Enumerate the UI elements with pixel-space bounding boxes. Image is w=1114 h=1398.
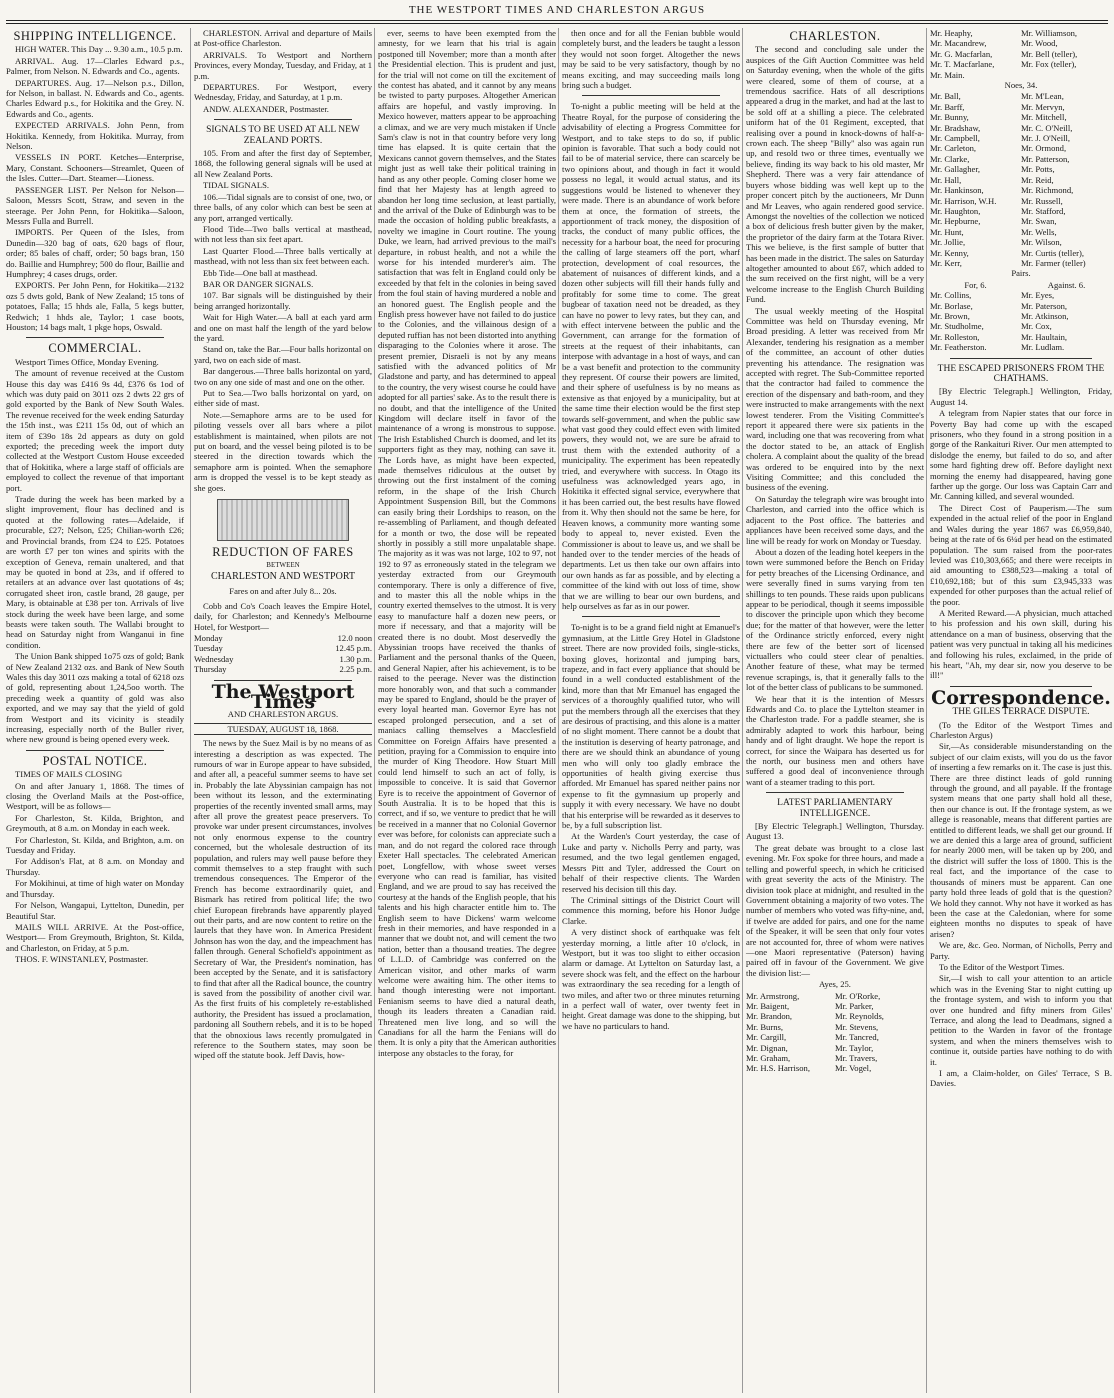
member-name: Mr. Williamson,	[1021, 28, 1078, 38]
paragraph: Put to Sea.—Two balls horizontal on yard, on either side of mast.	[194, 388, 372, 409]
paragraph: Last Quarter Flood.—Three balls vertically at masthead, with not less than six feet between each.	[194, 245, 372, 267]
paragraph: On Saturday the telegraph wire was brought into Charleston, and carried into the office which is adjacent to the Post office. The batteries and appliances have been received some days, and the line will be ready for work on Monday or Tuesday.	[746, 493, 924, 546]
member-name: Mr. Macandrew,	[930, 38, 987, 49]
schedule-day: Wednesday	[194, 653, 234, 664]
member-name: Mr. Paterson,	[1021, 300, 1068, 311]
shipping-text	[6, 44, 184, 332]
paragraph: BAR OR DANGER SIGNALS.	[203, 278, 314, 289]
paper-title: The Westport Times	[211, 680, 355, 713]
paragraph: DEPARTURES. For Westport, every Wednesday, Friday, and Saturday, at 1 p.m.	[194, 82, 372, 103]
member-name: Mr. Burns,	[746, 1021, 784, 1032]
coach-schedule	[194, 633, 372, 675]
member-name: Mr. Rolleston,	[930, 331, 980, 342]
paragraph: On and after January 1, 1868. The times of closing the Overland Mails at the Post-office, Westport, will be as follows—	[6, 780, 184, 812]
member-name: Mr. Potts,	[1021, 164, 1055, 175]
member-name: Mr. Main.	[930, 69, 965, 80]
divider	[26, 750, 164, 751]
paragraph: HIGH WATER. This Day ... 9.30 a.m., 10.5 p.m.	[15, 44, 183, 55]
paragraph: To the Editor of the Westport Times.	[939, 961, 1065, 972]
paragraph: ANDW. ALEXANDER, Postmaster.	[203, 103, 329, 114]
paragraph: Sir,—As considerable misunderstanding on the subject of our claim exists, will you do us the favor of inserting a few remarks on it. The case is just this. There are three distinct leads of gold running through the ground, and all payable. If the frontage system means that one party shall hold all these, then our chance is out. If the frontage system, as we allege is reasonable, means that different parties are entitled to different leads, we shall get our ground. If we are denied this a large area of ground, sufficient for nearly 2000 men, will be taken up by 200, and the district will suffer the loss of 1800. This is the real fact, and the importance of the case to thousands of miners must be apparent. Can one party hold three leads of gold that is the question? We hold they cannot. Why not have it worked as has been the case at the Caledonian, where for some eighteen months no disputes to speak of have arisen?	[930, 741, 1112, 939]
paragraph: The second and concluding sale under the auspices of the Gift Auction Committee was held on Saturday evening, when the whole of the gifts were cleared, some of them of course, at a tremendous sacrifice. Hats of all descriptions appeared a drug in the market, and had at the last to be sold off at a shilling a piece. The celebrated uniform hat of the 01 Regiment, excepted, that realising over a pound in knock-downs of half-a-crown each. The sheep "Billy" also was again run up, and resold two or three times, eventually we believe, finding its way back to his old master, Mr Shepherd. There was a very fair attendance of buyers whose bidding was well kept up to the proper concert pitch by the auctioneers, Mr Dunn and Mr Leaves, who again rendered good service. Amongst the novelties of the collection we noticed a box of delicious fresh butter given by the maker, the proprietor of the dairy farm at the Totara River. This we believe, is the first sample of butter that has been made in the district. The sales on Saturday altogether amounted to about £67, which added to the sum received on the first night, will be a very welcome increase to the English Church Building Fund.	[746, 44, 924, 305]
divider	[26, 337, 164, 338]
signals-text	[194, 148, 372, 493]
schedule-row	[194, 654, 372, 664]
member-name: Mr. Studholme,	[930, 321, 984, 332]
ayes-label: Ayes, 25.	[819, 979, 851, 990]
paragraph: The news by the Suez Mail is by no means of as interesting a description as was expected. The rumours of war in Europe appear to have subsided, and after all, a peaceful summer seems to have set in. Probably the late Abyssinian campaign has not been without its lesson, and the exterminating properties of the recently invented small arms, may after all prove the greatest peace preservers. To provoke war under present circumstances, involves not only enormous expense to the country concerned, but the wholesale destruction of its population, and rulers may well pause before they commit themselves to a step fraught with such tremendous consequences. The Emperor of the French has become extraordinarily quiet, and Bismark has retired from political life; the two chief European firebrands have apparently played out their parts, and are now content to retire on the laurels that they have won. In America President Johnson has won the day, and the impeachment has fallen through. General Schofield's appointment as Secretary of War, the President's nomination, has been accepted by the Senate, and it is satisfactory to find that after all the Radical bounce, the country is saved from the possibility of another civil war. As the first fruits of his completely re-established authority, the President has issued a proclamation, pardoning all Southern rebels, and it is to be hoped that the obnoxious laws recently promulgated in reference to the Southern states, may soon be wiped off the statute book. Jeff Davis, how-	[194, 738, 372, 1061]
pairs-list	[930, 290, 1112, 352]
paragraph: (To the Editor of the Westport Times and Charleston Argus)	[930, 719, 1112, 740]
editorial-continued	[378, 28, 556, 1058]
dispute-heading: THE GILES TERRACE DISPUTE.	[952, 707, 1090, 718]
member-name: Mr. J. O'Neill,	[1021, 133, 1071, 144]
paragraph: For Mokihinui, at time of high water on Monday and Thursday.	[6, 878, 184, 899]
member-name: Mr. Heaphy,	[930, 28, 973, 38]
paragraph: The Direct Cost of Pauperism.—The sum expended in the actual relief of the poor in England and Wales during the year 1867 was £6,959,840, being at the rate of 6s 6¼d per head on the estimated population. The sum raised from the poor-rates levied was £10,303,665; and there were receipts in aid amounting to £388,523—making a total of £10,692,188; but of this sum £3,945,333 was expended for other purposes than the actual relief of the poor.	[930, 502, 1112, 607]
paragraph: To-night is to be a grand field night at Emanuel's gymnasium, at the Little Grey Hotel in Gladstone street. There are now provided foils, single-sticks, boxing gloves, horizontal and jumping bars, trapeze, and in fact every appliance that should be found in a well conducted establishment of the kind, more than that Mr Emanuel has engaged the services of a thoroughly qualified tutor, who will put the members through all the exercises that they are desirous of practising, and this alone is a matter of no slight moment. There cannot be a doubt that the institution is deserving of hearty patronage, and there are we should think an abundance of young men who will only too gladly embrace the opportunities of health giving exercise thus afforded. Mr Emanuel has spared neither pains nor expense to fit the gymnasium up properly and supply it with every necessary. We have no doubt that his enterprise will be rewarded as it deserves to be, by a full subscription list.	[562, 622, 740, 831]
paragraph: [By Electric Telegraph.] Wellington, Thursday. August 13.	[746, 821, 924, 842]
schedule-row	[194, 643, 372, 653]
member-name: Mr. Gallagher,	[930, 164, 981, 175]
member-name: Mr. Russell,	[1021, 195, 1063, 206]
paragraph: EXPORTS. Per John Penn, for Hokitika—2132 ozs 5 dwts gold, Bank of New Zealand; 15 tons of potatoes, Falla; 15 hhds ale, Falla, 5 kegs butter, Redwich; 1 hhds ale, Taylor; 1 case boots, Houston; 14 bags malt, 1 pkge hops, Oswald.	[6, 280, 184, 332]
paragraph: Sir,—I wish to call your attention to an article which was in the Evening Star to night cutting up the frontage system, and wish to inform you that over one hundred and fifty miners from Giles' Terrace, and along the lead to Deadmans, signed a petition to the Warden in favor of the frontage system, and when the miners themselves wish to continue it, outside parties have nothing to do with it.	[930, 973, 1112, 1067]
progress-committee-text	[562, 101, 740, 611]
member-name: Mr. Richmond,	[1021, 185, 1074, 196]
member-name: Mr. Bunny,	[930, 112, 969, 123]
member-name: Mr. Wells,	[1021, 226, 1057, 237]
schedule-day: Thursday	[194, 664, 227, 675]
ayes-list	[746, 991, 924, 1074]
member-name: Mr. Reynolds,	[835, 1011, 884, 1022]
paragraph: We are, &c. Geo. Norman, of Nicholls, Perry and Party.	[930, 940, 1112, 961]
pairs-for: For, 6.	[964, 279, 987, 290]
member-name: Mr. Jollie,	[930, 237, 966, 248]
paragraph: Ebb Tide—One ball at masthead.	[203, 267, 318, 278]
schedule-day: Monday	[194, 632, 223, 643]
member-name: Mr. Vogel,	[835, 1063, 872, 1074]
member-name: Mr. T. Macfarlane,	[930, 59, 995, 70]
postal-text	[6, 769, 184, 964]
paragraph: THOS. F. WINSTANLEY, Postmaster.	[15, 954, 149, 965]
member-name: Mr. Clarke,	[930, 153, 970, 164]
member-name: Mr. Fox (teller),	[1021, 59, 1077, 70]
paragraph: For Charleston, St. Kilda, and Brighton, a.m. on Tuesday and Friday.	[6, 834, 184, 856]
shipping-heading: SHIPPING INTELLIGENCE.	[13, 29, 177, 43]
paragraph: A telegram from Napier states that our force in Poverty Bay had come up with the escaped prisoners, who they found in a strong position in a gorge of the Rankaituri River. Our men attempted to dislodge the enemy, but failed to do so, and after some hard fighting drew off. Before daylight next morning the enemy had disappeared, having gone farther up the gorge. Our loss was Captain Carr and Mr. Canning killed, and several wounded.	[930, 408, 1112, 502]
pairs-label: Pairs.	[1011, 268, 1031, 279]
member-name: Mr. Tancred,	[835, 1032, 879, 1043]
paragraph: Flood Tide—Two balls vertical at masthead, with not less than six feet apart.	[194, 223, 372, 245]
member-name: Mr. Armstrong,	[746, 990, 800, 1001]
paragraph: EXPECTED ARRIVALS. John Penn, from Hokitika. Kennedy, from Hokitika. Murray, from Nelson.	[6, 120, 184, 152]
divider	[582, 616, 720, 617]
paragraph: 107. Bar signals will be distinguished by their being arranged horizontally.	[194, 290, 372, 311]
editorial-end	[562, 28, 740, 90]
paragraph: Bar dangerous.—Three balls horizontal on yard, two on any one side of mast and one on the other.	[194, 366, 372, 387]
ad-between: BETWEEN	[266, 561, 300, 570]
paragraph: The great debate was brought to a close last evening. Mr. Fox spoke for three hours, and made a telling and powerful speech, in which he criticised with great severity the acts of the Ministry. The division took place at midnight, and resulted in the Government obtaining a majority of two votes. The number of members who voted was fifty-nine, and, if twelve are added for pairs, and one for the name of the Speaker, it will be seen that only four votes are not accounted for, three of whom were natives—one Maori representative (Paterson) having paired off in favour of the Government. We give the division list:—	[746, 842, 924, 978]
paragraph: For Charleston, St. Kilda, Brighton, and Greymouth, at 8 a.m. on Monday in each week.	[6, 812, 184, 834]
member-name: Mr. Parker,	[835, 1000, 874, 1011]
member-name	[1021, 70, 1112, 80]
noes-label: Noes, 34.	[1004, 80, 1038, 91]
paragraph: 105. From and after the first day of September, 1868, the following general signals will be used at all New Zealand Ports.	[194, 148, 372, 179]
member-name: Mr. Haultain,	[1021, 331, 1068, 342]
paragraph: TIMES OF MAILS CLOSING	[15, 769, 123, 780]
member-name: Mr. Curtis (teller),	[1021, 247, 1085, 258]
member-name: Mr. Mitchell,	[1021, 112, 1067, 123]
paragraph: 106.—Tidal signals are to consist of one, two, or three balls, of any color which can best be seen at any port, arranged vertically.	[194, 191, 372, 223]
member-name: Mr. Hall,	[930, 174, 962, 185]
paragraph: PASSENGER LIST. Per Nelson for Nelson—Saloon, Messrs Scott, Straw, and seven in the steerage. Per John Penn, for Hokitika—Saloon, Messrs Fulla and Burrell.	[6, 184, 184, 226]
paragraph: then once and for all the Fenian bubble would completely burst, and the leaders be taught a lesson they would not soon forget. Altogether the news may be said to be very satisfactory, though by no means exciting, and may succeeding mails long bring such a budget.	[562, 28, 740, 91]
paragraph: For Nelson, Wangapui, Lyttelton, Dunedin, per Beautiful Star.	[6, 900, 184, 921]
member-name: Mr. Collins,	[930, 290, 972, 301]
paragraph: For Addison's Flat, at 8 a.m. on Monday and Thursday.	[6, 856, 184, 877]
paragraph: A Merited Reward.—A physician, much attached to his profession and his own skill, during his attendance on a man of business, observing that the patient was very punctual in taking all his medicines and following his rules, exclaimed, in the pride of his heart, "Ah, my dear sir, now you deserve to be ill!"	[930, 607, 1112, 681]
mails-text	[194, 28, 372, 114]
member-name: Mr. Bell (teller),	[1021, 48, 1078, 59]
member-name: Mr. O'Rorke,	[835, 990, 881, 1001]
commercial-text	[6, 357, 184, 745]
column-1	[6, 28, 184, 1393]
member-name: Mr. C. O'Neill,	[1021, 122, 1073, 133]
schedule-time: 12.0 noon	[337, 632, 372, 643]
header-rule	[6, 20, 1108, 24]
member-name: Mr. Cox,	[1021, 321, 1052, 332]
member-name: Mr. Baigent,	[746, 1000, 790, 1011]
paragraph: We hear that it is the intention of Messrs Edwards and Co. to place the Lyttelton steamer in the Charleston trade. For a paddle steamer, she is admirably adapted to work this harbour, being handy and of light draught. We hope the report is correct, for since the Waipara has deserted us for the north, our business men and others have suffered a good deal of inconvenience through want of a steamer trading to this port.	[746, 693, 924, 787]
member-name: Mr. Harrison, W.H.	[930, 195, 997, 206]
paragraph: The Criminal sittings of the District Court will commence this morning, before his Honor Judge Clarke.	[562, 894, 740, 926]
paragraph: About a dozen of the leading hotel keepers in the town were summoned before the Bench on Friday for petty breaches of the Licensing Ordinance, and were severally fined in sums varying from ten shillings to ten pounds. These raids upon publicans appear to be periodical, though it seems impossible to discover the principle upon which they become due; for the matter of that however, were the letter of the Ordinance strictly enforced, every night there are few of the better sort of licensed victuallers who could steer clear of penalties. Another feature of these, what may be termed revenue scrapings, is, that it generally falls to the lot of the better class of publicans to be summoned.	[746, 546, 924, 693]
paragraph: Note.—Semaphore arms are to be used for piloting vessels over all bars where a pilot establishment is maintained, when pilots are not put on board, and the vessel being piloted is to be steered in the direction towards which the semaphore arm is pointed. When the semaphore arm is dropped the vessel is to be kept steady as she goes.	[194, 409, 372, 493]
schedule-time: 2.25 p.m.	[339, 664, 372, 675]
member-name: Mr. Cargill,	[746, 1032, 787, 1043]
noes-list	[930, 91, 1112, 268]
paragraph: ARRIVALS. To Westport and Northern Provinces, every Monday, Tuesday, and Friday, at 1 p.m.	[194, 49, 372, 81]
member-name: Mr. Atkinson,	[1021, 310, 1069, 321]
member-name: Mr. Featherston.	[930, 342, 987, 353]
member-name: Mr. Brown,	[930, 310, 970, 321]
issue-date: TUESDAY, AUGUST 18, 1868.	[194, 723, 372, 735]
member-name: Mr. Wood,	[1021, 38, 1058, 49]
charleston-text	[746, 44, 924, 787]
masthead: THE WESTPORT TIMES AND CHARLESTON ARGUS	[408, 4, 706, 16]
member-name: Mr. Dignan,	[746, 1042, 788, 1053]
paper-subtitle: AND CHARLESTON ARGUS.	[227, 709, 339, 720]
schedule-day: Tuesday	[194, 643, 223, 654]
column-2	[190, 28, 372, 1393]
member-name: Mr. Eyes,	[1021, 290, 1055, 301]
divider	[214, 119, 352, 120]
member-name: Mr. Ludlam.	[1021, 342, 1065, 353]
paragraph: ever, seems to have been exempted from the amnesty, for we learn that his trial is again postponed till November; more than a month after the Presidential election. This is prudent and just, for the trial will not come on till the excitement of the contest has abated, and it cannot by any means be twisted to party purposes. Altogether American affairs are hopeful, and vastly improving. In Mexico however, matters appear to be approaching a climax, and we are very much mistaken if Uncle Sam's claw is not in that country before very long time has elapsed. It is quite certain that the Mexicans cannot govern themselves, and the States might just as well take their political training in hand as any other people. Coming closer home we find that her Majesty has at length agreed to abandon her long time seclusion, at least partially, and the arrival of the Duke of Edinburgh was to be made the occasion of holding public breakfasts, a novelty we imagine in Court routine. The young Duke, we learn, had arrived previous to the mail's departure, in robust health, and not a while the worse for his intended murderer's aim. The satisfaction that was felt in England could only be exceeded by that felt in the colonies in being saved from the foul stain of having murdered a noble and an honored guest. The English people and the English press however have not failed to do justice to the Colonies, and the villainous design of a deputed ruffian has not been distorted into anything disparaging to the Colonies where it arose. The present premier, Disraeli is not by any means satisfied with the advanced politics of Mr Gladstone and party, and has determined to appeal to the country, the very wisest course he could have adopted for all parties' sake. As to the result there is no doubt, and that the intelligence of the United Kingdom will declare itself in favor of the maintenance of a wrong is monstrous to suppose. The Irish Established Church is doomed, and let its supporters fight as they may, nothing can save it. The Lords have, as might have been expected, made themselves ridiculous at the outset by throwing out the first instalment of the coming reform, in the shape of the Irish Church Appointment Suspension Bill, but the Commons can easily bring their Lordships to reason, on the re-assembling of Parliament, and though defeated for a month or two, the dose will be repeated shortly in possibly a still more unpalatable shape. The majority as it was was not large, 102 to 97, not 192 to 97 as erroneously stated in the telegram we yesterday extracted from our Greymouth contemporary. There is only a difference of five, and to master this all the noble whips in the country exerted themselves to the utmost. It is very easy to manufacture half a dozen new peers, or more if necessary, and that a majority will be created there is no doubt. Most deservedly the Abyssinian troops have received the thanks of Parliament and the personal thanks of the Queen, and General Napier, after his achievement, is to be raised to the peerage. Never was the distinction more honorably won, and that such a commander may be spared to England, should be the prayer of every loyal hearted man. Governor Eyre has not escaped prolonged persecution, and a set of maniacs calling themselves a Macclesfield Committee on Foreign Affairs have presented a petition, praying for a Commission to enquire into the murder of King Theodore. How Stuart Mill could lend himself to such an act of folly, is impossible to conceive. It is said that Governor Eyre is to receive the appointment of Governor of South Australia. It is to be hoped that this is correct, and if so, we venture to predict that he will be received in a manner that no Colonial Governor ever was before, for colonists can appreciate such a man, and do not regard the colored race through Exeter Hall spectacles. The celebrated American poet, Longfellow, with whose sweet verses everyone who can read is familiar, has visited England, and we are proud to say has received the courtesy at the hands of the English people, that his talents and his high character entitle him to. The English seem to have Dickens' warm welcome fresh in their memories, and have responded in a manner that we doubt not, and will cement the two nation, better than a thousand treaties. The degree of L.L.D. of Cambridge was conferred on the American visitor, and other marks of warm welcome were awaiting him. The other items to hand though interesting were not important. Fenianism seems to have died a natural death, though its leaders threaten a Canadian raid. Threatened men live long, and so will the Canadians for all the harm the Fenians will do them. It is only a pity that the American authorities interpose any obstacles to the foray, for	[378, 28, 556, 1058]
prisoners-text	[930, 386, 1112, 680]
member-name: Mr. Wilson,	[1021, 237, 1062, 248]
signals-heading: SIGNALS TO BE USED AT ALL NEW ZEALAND PORTS.	[206, 125, 360, 146]
paragraph: The amount of revenue received at the Custom House this day was £416 9s 4d, £376 6s 1od of which was duty paid on 3011 ozs 2 dwts 22 grs of gold exported by the Bank of New South Wales. The revenue received for the week ending Saturday the 15th inst., was £211 15s 0d, out of which an item of £39o 18s 2d appears as duty on gold exported; the preceding week the import duty collected at the Westport Custom House exceeded that of Hokitika, where a large staff of officials are employed to collect the revenue of that important port.	[6, 368, 184, 493]
editorial-text	[194, 738, 372, 1061]
paragraph: CHARLESTON. Arrival and departure of Mails at Post-office Charleston.	[194, 28, 372, 49]
member-name: Mr. Campbell,	[930, 133, 980, 144]
member-name: Mr. Hunt,	[930, 226, 964, 237]
parliament-text	[746, 821, 924, 978]
ad-route: CHARLESTON AND WESTPORT	[210, 570, 356, 582]
schedule-time: 1.30 p.m.	[339, 653, 372, 664]
column-6	[926, 28, 1112, 1393]
ad-text: Cobb and Co's Coach leaves the Empire Hotel, daily, for Charleston; and Kennedy's Melbourne Hotel, for Westport—	[194, 600, 372, 632]
member-name: Mr. Kenny,	[930, 247, 969, 258]
pairs-against: Against. 6.	[1047, 279, 1086, 290]
column-3	[374, 28, 556, 1393]
member-name: Mr. Ball,	[930, 91, 961, 102]
paragraph: Wait for High Water.—A ball at each yard arm and one on mast half the length of the yard below the yard.	[194, 312, 372, 343]
paragraph: The Union Bank shipped 1o75 ozs of gold; Bank of New Zealand 2132 ozs. and Bank of New South Wales this day 3011 ozs making a total of 6218 ozs of gold, representing about 1,24,5oo worth. The preceding week a quantity of gold was also exported, and we may say that the yield of gold from Westport and its vicinity is steadily increasing, especially north of the Buller river, where new ground is being opened every week.	[6, 651, 184, 745]
member-name: Mr. Haughton,	[930, 205, 981, 216]
paragraph: Stand on, take the Bar.—Four balls horizontal on yard, two on each side of mast.	[194, 344, 372, 365]
member-name: Mr. Mervyn,	[1021, 101, 1065, 112]
member-name: Mr. Ormond,	[1021, 143, 1067, 154]
column-4	[558, 28, 740, 1393]
member-name: Mr. G. Macfarlan,	[930, 48, 993, 59]
correspondence-heading: Correspondence.	[931, 686, 1111, 709]
member-name: Mr. Hepburne,	[930, 216, 981, 227]
paragraph: Trade during the week has been marked by a slight improvement, flour has declined and is quoted at the following rates—Adelaide, if procurable, £27; Nelson, £25; Chilian-worth £26; and Provincial brands, from £24 to £25. Potatoes are worth £7 per ton wines and spirits with the exception of Geneva, remain unaltered, and that may be quoted in bond at 23s, and if offered to retailers at an advance over last quotations of 4s; corrugated sheet iron, castle brand, 28 gauge, per Mary, is obtainable at £38 per ton. Arrivals of live stock during the week have been large, and some beasts were taken south. The Wallabi brought to head on Saturday night from Wanganui in fine condition.	[6, 494, 184, 650]
paragraph: [By Electric Telegraph.] Wellington, Friday, August 14.	[930, 386, 1112, 407]
member-name: Mr. Farmer (teller)	[1021, 257, 1086, 268]
paragraph: Westport Times Office, Monday Evening.	[15, 356, 159, 367]
divider	[766, 792, 904, 793]
dispute-text	[930, 720, 1112, 1089]
ad-fare: Fares on and after July 8... 20s.	[229, 586, 337, 597]
schedule-row	[194, 633, 372, 643]
column-5	[742, 28, 924, 1393]
member-name: Mr. Borlase,	[930, 300, 973, 311]
paragraph: To-night a public meeting will be held at the Theatre Royal, for the purpose of considering the advisability of electing a Progress Committee for Westport, and to take steps to do so, if public opinion is favorable. That such a body could not fail to be of material service, there can scarcely be two opinions about, and though in fact it would possess no legal, it would actual status, and its suggestions would be listened to whenever they were made. There is an abundance of work before them at once, the formation of streets, the apportionment of track money, the disposition of tracks, the conduct of many public offices, the necessity for a harbour boat, the need for procuring the calling of large steamers off the port, wharf protection, development of coal resources, the abatement of nuisances of different kinds, and a dozen other subjects will fill their hands fully and profitably for some time to come. The great bugbear of taxation need not be dreaded, as they can have no power to levy rates, but they can, and with effect intervene between the public and the Government, can arrange for the formation of streets at the request of their inhabitants, can interpose with advantage in a host of ways, and can be a vast benefit and protection to the community they represent. Of course their powers are limited, and their sphere of usefulness is by no means as extensive as that enjoyed by a municipality, but at the same time their election would be the first step towards self-government, and when the public saw what vast good they could effect even with limited powers, they would not, we are sure be afraid to trust them with the extended authority of a municipality. The experiment has been repeatedly tried, and everywhere with success. In Otago its usefulness was acknowledged years ago, in Hokitika it effected signal service, everywhere that it has been carried out, the best results have flowed from it. Why then should not the same be here, for Heaven knows, a community more wanting some body to appeal to, never existed. Even the Commissioner is about to leave us, and we shall be handed over to the tender mercies of the heads of departments. Let us then take our own affairs into our own hands as far as possible, and by electing a committee of the kind with out loss of time, show that we are willing to bear our own burdens, and help ourselves as far as in our power.	[562, 101, 740, 611]
member-name: Mr. Kerr,	[930, 257, 962, 268]
member-name: Mr. Reid,	[1021, 174, 1054, 185]
member-name: Mr. Carleton,	[930, 143, 977, 154]
member-name: Mr. H.S. Harrison,	[746, 1063, 810, 1074]
paragraph: DEPARTURES. Aug. 17—Nelson p.s., Dillon, for Nelson, in ballast. N. Edwards and Co., agents. Charles Edward p.s., for Hokitika and the Grey. N. Edwards and Co., agents.	[6, 77, 184, 119]
paragraph: VESSELS IN PORT. Ketches—Enterprise, Mary, Constant. Schooners—Streamlet, Queen of the Isles. Cutter—Dart. Steamer—Lioness.	[6, 152, 184, 184]
member-name: Mr. Bradshaw,	[930, 122, 981, 133]
member-name: Mr. Stevens,	[835, 1021, 879, 1032]
schedule-time: 12.45 p.m.	[335, 643, 372, 654]
member-name: Mr. Travers,	[835, 1053, 878, 1063]
member-name: Mr. Patterson,	[1021, 153, 1070, 164]
paragraph: The usual weekly meeting of the Hospital Committee was held on Thursday evening, Mr Broad presiding. A letter was received from Mr Alexander, tendering his resignation as a member of the committee, an account of other duties preventing his attendance. The resignation was accepted with regret. The Sub-Committee reported that the contractor had failed to commence the erection of the dispensary and bath-room, and they were instructed to make arrangements with the next lowest tenderer. From the Visiting Committee's report it appeared there were six patients in the ward, including one that was recovering from what the doctor stated to be, an attack of English cholera. A complaint about the quality of the bread was ordered to be enquired into by the next Visiting Committee; and this concluded the business of the evening.	[746, 305, 924, 493]
member-name: Mr. Stafford,	[1021, 205, 1066, 216]
prisoners-heading: THE ESCAPED PRISONERS FROM THE CHATHAMS.	[937, 363, 1105, 384]
member-name: Mr. Swan,	[1021, 216, 1057, 227]
commercial-heading: COMMERCIAL.	[48, 341, 142, 356]
member-name: Mr. Hankinson,	[930, 185, 984, 196]
paragraph: IMPORTS. Per Queen of the Isles, from Dunedin—320 bag of oats, 620 bags of flour, order; 85 bales of chaff, order; 50 bags bran, 150 do. Baillie and Humphrey; 500 do flour, Baillie and Humphrey; 4 cases drugs, order.	[6, 227, 184, 279]
fares-heading: REDUCTION OF FARES	[212, 545, 354, 560]
paragraph: I am, a Claim-holder, on Giles' Terrace, S B. Davies.	[930, 1068, 1112, 1089]
member-name: Mr. Graham,	[746, 1053, 791, 1063]
member-name: Mr. M'Lean,	[1021, 91, 1064, 102]
paragraph: TIDAL SIGNALS.	[203, 180, 270, 191]
coach-illustration	[217, 499, 349, 541]
paragraph: A very distinct shock of earthquake was felt yesterday morning, a little after 10 o'clock, in Westport, but it was too slight to either occasion alarm or damage. At Lyttelton on Saturday last, a severe shock was felt, and the effect on the harbour was extraordinary the sea receding for a length of two miles, and after two or three minutes returning in a perfect wall of water, over twenty feet in height. Great damage was done to the shipping, but we have no particulars to hand.	[562, 927, 740, 1031]
member-name: Mr. Taylor,	[835, 1042, 874, 1053]
local-news-text	[562, 622, 740, 1031]
paragraph: At the Warden's Court yesterday, the case of Luke and party v. Nicholls Perry and party, was resumed, and the two legal gentlemen engaged, Messrs Pitt and Tyler, addressed the Court on behalf of their respective clients. The Warden reserved his decision till this day.	[562, 831, 740, 894]
parliament-heading: LATEST PARLIAMENTARY INTELLIGENCE.	[777, 798, 893, 819]
ayes-list-continued	[930, 28, 1112, 80]
member-name: Mr. Barff,	[930, 101, 965, 112]
member-name: Mr. Brandon,	[746, 1011, 793, 1022]
charleston-heading: CHARLESTON.	[789, 29, 881, 43]
schedule-row	[194, 664, 372, 674]
divider	[582, 95, 720, 96]
divider	[950, 358, 1092, 359]
postal-heading: POSTAL NOTICE.	[42, 753, 148, 768]
paragraph: MAILS WILL ARRIVE. At the Post-office, Westport— From Greymouth, Brighton, St. Kilda, and Charleston, on Friday, at 5 p.m.	[6, 921, 184, 953]
paragraph: ARRIVAL. Aug. 17—Clarles Edward p.s., Palmer, from Nelson. N. Edwards and Co., agents.	[6, 55, 184, 77]
